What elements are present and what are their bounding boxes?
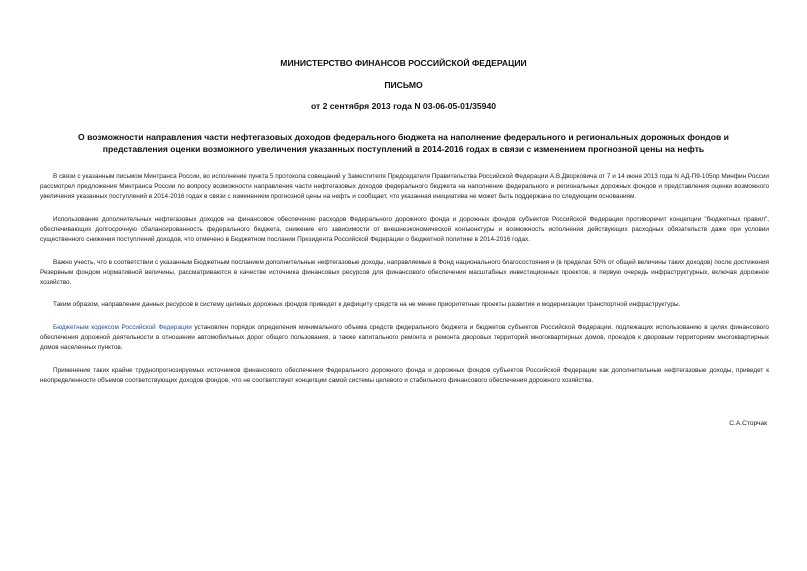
paragraph-5 [40,323,769,353]
document-subject: О возможности направления части нефтегазовых доходов федерального бюджета на наполнение федерального и региональных дорожных фондов и представления оценки возможного увеличения указанных поступлений в 2014-2016 годах в связи с изменением прогнозной цены на нефть [78,132,729,154]
budget-code-link[interactable]: Бюджетным кодексом Российской Федерации [53,323,192,331]
paragraph-1: В связи с указанным письмом Минтранса России, во исполнение пункта 5 протокола совещаний у Заместителя Председателя Правительства Российской Федерации А.В.Дворковича от 7 и 14 июня 2013 года N АД-П9-105пр Минфин России рассмотрел предложения Минтранса России по вопросу возможности направления части нефтегазовых доходов федерального бюджета на наполнение федерального и региональных дорожных фондов и представления оценки возможного увеличения указанных поступлений в 2014-2016 годах в связи с изменением прогнозной цены на нефть и сообщает, что указанная инициатива не может быть поддержана по следующим основаниям. [40,173,769,201]
paragraph-3: Важно учесть, что в соответствии с указанным Бюджетным посланием дополнительные нефтегазовые доходы, направляемые в Фонд национального благосостояния и (в пределах 50% от общей величины таких доходов) после достижения Резервным фондом нормативной величины, рассматриваются в качестве источника финансовых ресурсов для финансового обеспечения масштабных инвестиционных проектов, в первую очередь инфраструктурных, включая дорожное хозяйство. [40,258,769,286]
document-body [40,172,769,398]
paragraph-6: Применение таких крайне труднопрогнозируемых источников финансового обеспечения Федерального дорожного фонда и дорожных фондов субъектов Российской Федерации как дополнительные нефтегазовые доходы, приведет к неопределенности объемов соответствующих доходов фондов, что не соответствует концепции самой системы целевого и стабильного финансового обеспечения дорожного хозяйства. [40,366,769,384]
paragraph-2: Использование дополнительных нефтегазовых доходов на финансовое обеспечение расходов Федерального дорожного фонда и дорожных фондов субъектов Российской Федерации противоречит концепции "бюджетных правил", обеспечивающих долгосрочную сбалансированность федерального бюджета, снижение его зависимости от внешнеэкономической конъюнктуры и возможность исполнения действующих расходных обязательств даже при условии существенного снижения поступлений доходов, что отмечено в Бюджетном послании Президента Российской Федерации о бюджетной политике в 2014-2016 годах. [40,215,769,243]
signature: С.А.Сторчак [729,420,767,427]
paragraph-4: Таким образом, направление данных ресурсов в систему целевых дорожных фондов приведет к дефициту средств на не менее приоритетные проекты развития и модернизации транспортной инфраструктуры. [53,301,681,309]
paragraph-5-text: установлен порядок определения минимального объема средств федерального бюджета и бюджетов субъектов Российской Федерации, подлежащих использованию в целях финансового обеспечения дорожной деятельности в отношении автомобильных дорог общего пользования, а также капитального ремонта и ремонта дворовых территорий многоквартирных домов, проездов к дворовым территориям многоквартирных домов населенных пунктов. [40,323,769,352]
ministry-title: МИНИСТЕРСТВО ФИНАНСОВ РОССИЙСКОЙ ФЕДЕРАЦИИ [280,58,527,68]
document-type: ПИСЬМО [384,80,423,90]
document-date-number: от 2 сентября 2013 года N 03-06-05-01/35940 [310,101,497,111]
